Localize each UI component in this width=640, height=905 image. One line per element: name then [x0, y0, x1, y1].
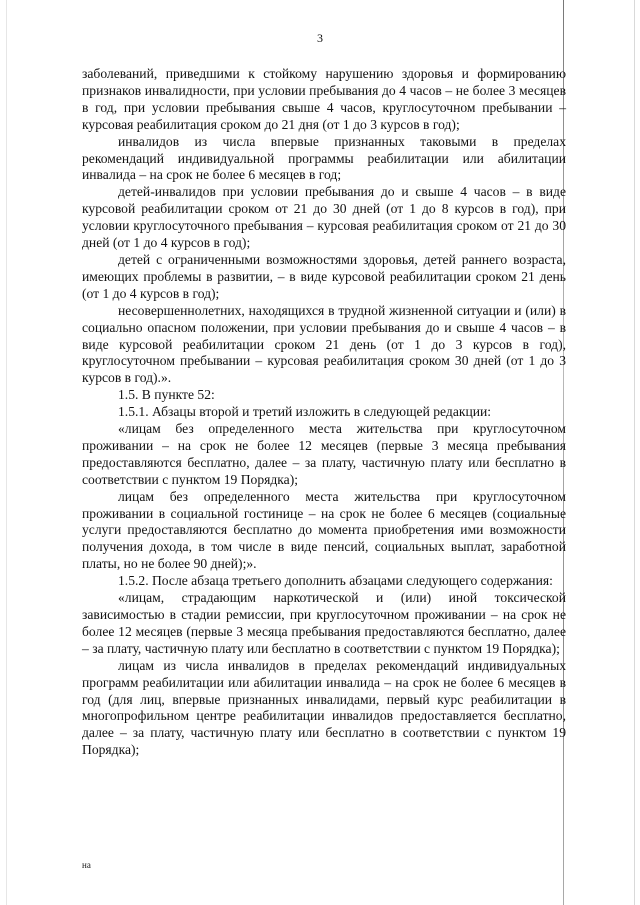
scan-edge-far-right: [634, 0, 635, 905]
paragraph: «лицам без определенного места жительства при круглосуточном проживании – на срок не более 12 месяцев (первые 3 месяца пребывания предоставляются бесплатно, далее – за плату, частичную плату или бесплатно в соответствии с пунктом 19 Порядка);: [82, 421, 566, 487]
document-body: [82, 66, 566, 759]
paragraph: несовершеннолетних, находящихся в трудной жизненной ситуации и (или) в социально опасном положении, при условии пребывания до и свыше 4 часов – в виде курсовой реабилитации сроком 21 день (от 1 до 3 курсов в год), круглосуточном пребывании – курсовая реабилитация сроком 30 дней (от 1 до 3 курсов в год).».: [82, 302, 566, 386]
page-number: 3: [317, 31, 323, 45]
paragraph: лицам из числа инвалидов в пределах рекомендаций индивидуальных программ реабилитации или абилитации инвалида – на срок не более 6 месяцев в год (для лиц, впервые признанных инвалидами, первый курс реабилитации в многопрофильном центре реабилитации инвалидов предоставляется бесплатно, далее – за плату, частичную плату или бесплатно в соответствии с пунктом 19 Порядка);: [82, 657, 566, 758]
paragraph: 1.5. В пункте 52:: [118, 387, 215, 403]
continuation-mark: на: [82, 860, 91, 870]
paragraph: 1.5.2. После абзаца третьего дополнить абзацами следующего содержания:: [118, 573, 553, 589]
paragraph: «лицам, страдающим наркотической и (или) иной токсической зависимостью в стадии ремиссии, при круглосуточном проживании – на срок не более 12 месяцев (первые 3 месяца пребывания предоставляются бесплатно, далее – за плату, частичную плату или бесплатно в соответствии с пунктом 19 Порядка);: [82, 590, 566, 656]
paragraph: детей с ограниченными возможностями здоровья, детей раннего возраста, имеющих проблемы в развитии, – в виде курсовой реабилитации сроком 21 день (от 1 до 4 курсов в год);: [82, 251, 566, 301]
paragraph: инвалидов из числа впервые признанных таковыми в пределах рекомендаций индивидуальной программы реабилитации или абилитации инвалида – на срок не более 6 месяцев в год;: [82, 133, 566, 183]
paragraph: 1.5.1. Абзацы второй и третий изложить в следующей редакции:: [118, 404, 492, 420]
paragraph: заболеваний, приведшими к стойкому нарушению здоровья и формированию признаков инвалидности, при условии пребывания до 4 часов – не более 3 месяцев в год, при условии пребывания свыше 4 часов, круглосуточном пребывании – курсовая реабилитация сроком до 21 дня (от 1 до 3 курсов в год);: [82, 66, 566, 132]
paragraph: детей-инвалидов при условии пребывания до и свыше 4 часов – в виде курсовой реабилитации сроком от 21 до 30 дней (от 1 до 8 курсов в год), при условии круглосуточного пребывания – курсовая реабилитация сроком от 21 до 30 дней (от 1 до 4 курсов в год);: [82, 184, 566, 251]
paragraph: лицам без определенного места жительства при круглосуточном проживании в социальной гостинице – на срок не более 6 месяцев (социальные услуги предоставляются бесплатно до момента приобретения ими возможности получения дохода, в том числе в виде пенсий, социальных выплат, заработной платы, но не более 90 дней);».: [82, 488, 566, 572]
scan-edge-left: [6, 0, 7, 905]
